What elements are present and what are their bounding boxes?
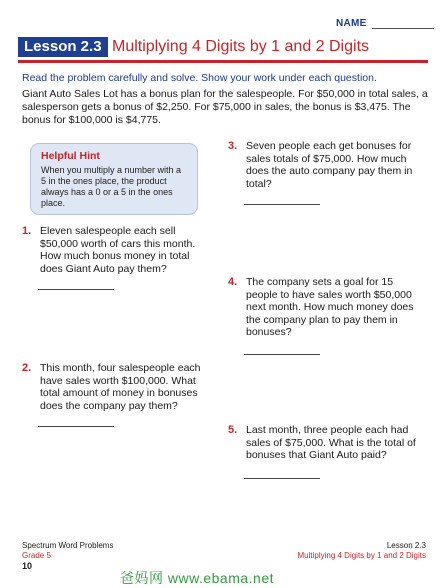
problem-number: 5.: [228, 424, 238, 436]
answer-line: [244, 478, 320, 479]
problem-number: 2.: [22, 362, 32, 374]
answer-line: [38, 426, 114, 427]
helpful-hint-box: [30, 143, 198, 215]
footer-lesson-title: Multiplying 4 Digits by 1 and 2 Digits: [297, 551, 426, 560]
hint-title: Helpful Hint: [41, 150, 100, 162]
problem-text: This month, four salespeople each have sales worth $100,000. What total amount of money in bonuses does the company pay them?: [40, 362, 201, 412]
answer-line: [244, 354, 320, 355]
footer-right: [297, 541, 426, 561]
problem-4: [228, 276, 428, 376]
name-label: NAME: [336, 18, 367, 29]
problem-5: [228, 424, 428, 514]
problem-text: Eleven salespeople each sell $50,000 worth of cars this month. How much bonus money in total does Giant Auto pay them?: [40, 225, 196, 275]
problem-number: 1.: [22, 225, 32, 237]
problem-text: Seven people each get bonuses for sales totals of $75,000. How much does the auto company pay them in total?: [246, 140, 413, 190]
footer-grade: Grade 5: [22, 551, 51, 560]
problem-2: [22, 362, 212, 452]
instructions: Read the problem carefully and solve. Show your work under each question.: [22, 72, 377, 84]
lesson-badge: Lesson 2.3: [18, 37, 108, 57]
footer-left: [22, 541, 113, 571]
footer-lesson: Lesson 2.3: [386, 541, 426, 550]
watermark: 爸妈网 www.ebama.net: [120, 570, 274, 586]
name-line: [372, 28, 434, 29]
problem-number: 4.: [228, 276, 238, 288]
page-number: 10: [22, 561, 33, 571]
lesson-title: Multiplying 4 Digits by 1 and 2 Digits: [112, 38, 370, 55]
problem-3: [228, 140, 428, 230]
title-rule: [18, 60, 428, 63]
hint-text: When you multiply a number with a 5 in the ones place, the product always has a 0 or a 5 in the ones place.: [41, 165, 182, 208]
footer-book-title: Spectrum Word Problems: [22, 541, 114, 550]
problem-text: The company sets a goal for 15 people to have sales worth $50,000 next month. How much money does the company plan to pay them in bonuses?: [246, 276, 414, 338]
answer-line: [244, 204, 320, 205]
problem-1: [22, 225, 212, 315]
answer-line: [38, 289, 114, 290]
problem-number: 3.: [228, 140, 238, 152]
problem-text: Last month, three people each had sales of $75,000. What is the total of bonuses that Giant Auto paid?: [246, 424, 416, 461]
intro-paragraph: Giant Auto Sales Lot has a bonus plan for the salespeople. For $50,000 in total sales, a salesperson gets a bonus of $2,250. For $75,000 in sales, the bonus is $3,475. The bonus for $100,000 is $4,775.: [22, 88, 428, 126]
